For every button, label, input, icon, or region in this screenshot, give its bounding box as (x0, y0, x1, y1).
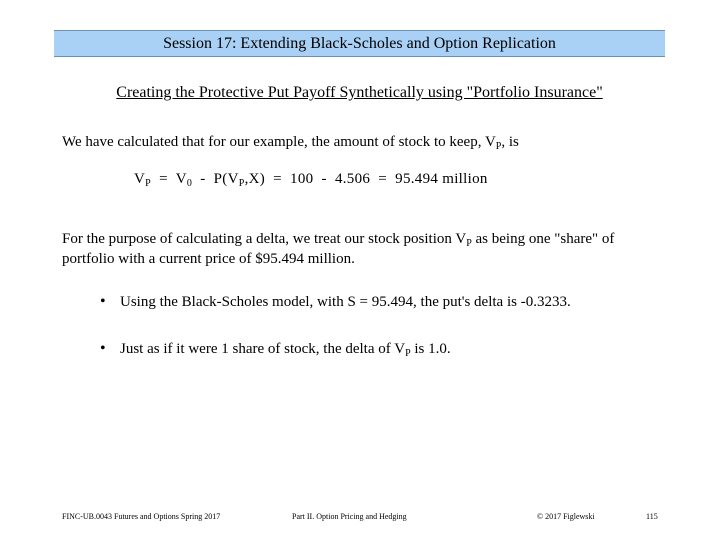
bullet-item-stock-delta (100, 339, 451, 359)
eq-v0-sub: 0 (186, 178, 193, 189)
bullet-text: Just as if it were 1 share of stock, the delta of V (120, 341, 406, 357)
footer-page-number: 115 (646, 512, 658, 521)
bullet-text-tail: is 1.0. (410, 341, 451, 357)
slide-title: Session 17: Extending Black-Scholes and Option Replication (163, 34, 556, 52)
footer-course: FINC-UB.0043 Futures and Options Spring 2017 (62, 512, 221, 521)
eq-put: - P(V (192, 171, 239, 187)
footer-part: Part II. Option Pricing and Hedging (292, 512, 407, 521)
slide-subtitle: Creating the Protective Put Payoff Synthetically using "Portfolio Insurance" (116, 84, 603, 101)
paragraph-vp-intro-tail: , is (501, 134, 519, 150)
bullet-text: Using the Black-Scholes model, with S = 95.494, the put's delta is -0.3233. (120, 294, 571, 310)
slide-title-bar (54, 30, 665, 57)
paragraph-delta-treatment (62, 229, 614, 269)
paragraph-delta-line1 (62, 229, 614, 249)
vp-equation (134, 169, 488, 189)
paragraph-delta-line2: portfolio with a current price of $95.494 million. (62, 251, 355, 267)
eq-result: ,X) = 100 - 4.506 = 95.494 million (244, 171, 488, 187)
delta-line1-tail: as being one "share" of (471, 231, 615, 247)
footer-copyright: © 2017 Figlewski (537, 512, 595, 521)
paragraph-vp-intro-text: We have calculated that for our example, the amount of stock to keep, V (62, 134, 496, 150)
eq-lhs-sub: P (145, 178, 152, 189)
eq-v0: = V (151, 171, 187, 187)
delta-line1-text: For the purpose of calculating a delta, we treat our stock position V (62, 231, 467, 247)
bullet-item-put-delta (100, 292, 571, 312)
subscript-p: P (495, 141, 502, 152)
eq-lhs: V (134, 171, 146, 187)
bullet-icon: • (100, 293, 106, 310)
bullet-subscript: P (405, 348, 411, 359)
paragraph-vp-intro (62, 132, 519, 152)
eq-put-sub: P (238, 178, 245, 189)
delta-line1-sub: P (466, 238, 472, 249)
bullet-icon: • (100, 340, 106, 357)
